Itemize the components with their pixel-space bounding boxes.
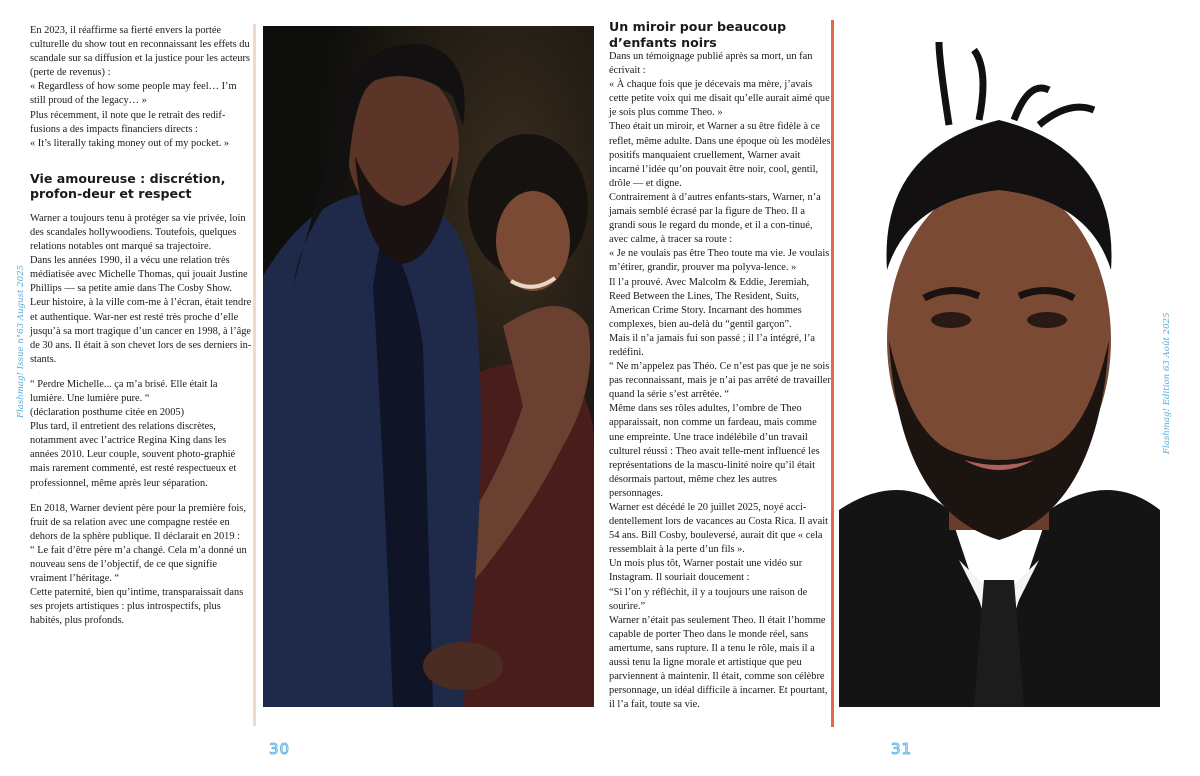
paragraph: Dans les années 1990, il a vécu une relation très médiatisée avec Michelle Thomas, qui jouait Justine Phillips — sa petite amie dans The Cosby Show. Leur histoire, à la ville com-me à l’écran, était tendre et authentique. War-ner est resté très proche d’elle jusqu’à sa mort tragique d’un cancer en 1998, à l’âge de 30 ans. Il était à son chevet lors de ses derniers in-stants. [30, 255, 252, 365]
quote: « À chaque fois que je décevais ma mère, j’avais cette petite voix qui me disait qu’elle aurait aimé que je sois plus comme Theo. » [609, 79, 830, 119]
quote: “Si l’on y réfléchit, il y a toujours une raison de sourire.” [609, 586, 808, 612]
spacer [30, 367, 252, 378]
accent-divider [831, 20, 834, 727]
paragraph: Theo était un miroir, et Warner a su être fidèle à ce reflet, même adulte. Dans une époque où les modèles positifs manquaient cruellement, Warner avait incarné l’idée qu’on pouvait être noir, cool, gentil, drôle — et digne. [609, 121, 831, 189]
paragraph: En 2018, Warner devient père pour la première fois, fruit de sa relation avec une compagne restée en dehors de la sphère publique. Il déclarait en 2019 : [30, 502, 246, 542]
left-text-column [30, 24, 252, 628]
paragraph: Un mois plus tôt, Warner postait une vidéo sur Instagram. Il souriait doucement : [609, 558, 803, 584]
right-text-column [609, 19, 831, 712]
citation: (déclaration posthume citée en 2005) [30, 407, 185, 419]
quote: “ Perdre Michelle... ça m’a brisé. Elle était la lumière. Une lumière pure. “ [30, 378, 218, 404]
section-heading: Vie amoureuse : discrétion, profon-deur et respect [30, 170, 226, 202]
paragraph: Cette paternité, bien qu’intime, transparaissait dans ses projets artistiques : plus introspectifs, plus habités, plus profonds. [30, 587, 244, 627]
paragraph: Même dans ses rôles adultes, l’ombre de Theo apparaissait, non comme un fardeau, mais comme une empreinte. Une trace indélébile d’un travail culturel réussi : Theo avait telle-ment influencé les représentations de la mascu-linité noire qu’il était désormais partout, même chez les autres personnages. [609, 403, 820, 499]
section-heading: Un miroir pour beaucoup d’enfants noirs [609, 19, 787, 50]
quote: “ Le fait d’être père m’a changé. Cela m’a donné un nouveau sens de l’objectif, de ce que signifie vraiment l’héritage. “ [30, 544, 247, 585]
paragraph: Il l’a prouvé. Avec Malcolm & Eddie, Jeremiah, Reed Between the Lines, The Resident, Suits, American Crime Story. Incarnant des hommes complexes, bien au-delà du “gentil garçon”. [609, 276, 810, 330]
quote: « It’s literally taking money out of my pocket. » [30, 137, 230, 149]
page-number: 30 [269, 740, 291, 758]
paragraph: Warner est décédé le 20 juillet 2025, noyé acci-dentellement lors de vacances au Costa Rica. Il avait 54 ans. Bill Cosby, bouleversé, aurait dit que « cela ressemblait à la perte d’un fils ». [609, 502, 828, 556]
quote: « Regardless of how some people may feel… I’m still proud of the legacy… » [30, 81, 237, 107]
paragraph: Plus tard, il entretient des relations discrètes, notamment avec l’actrice Regina King dans les années 2010. Leur couple, souvent photo-graphié mais rarement commenté, est resté respectueux et professionnel, même après leur séparation. [30, 421, 237, 489]
paragraph: Plus récemment, il note que le retrait des redif-fusions a des impacts financiers directs : [30, 109, 226, 135]
paragraph: Warner a toujours tenu à protéger sa vie privée, loin des scandales hollywoodiens. Toutefois, quelques relations notables ont marqué sa trajectoire. [30, 212, 246, 253]
portrait-photo [839, 40, 1160, 707]
paragraph: Contrairement à d’autres enfants-stars, Warner, n’a jamais semblé écrasé par la figure de Theo. Il a grandi sous le regard du monde, et il a con-tinué, avec calme, à tracer sa route : [609, 191, 821, 246]
side-caption: Flashmag! Edition 63 Août 2025 [1162, 312, 1172, 454]
side-caption: Flashmag! Issue n°63 August 2025 [16, 264, 26, 418]
quote: “ Ne m’appelez pas Théo. Ce n’est pas que je ne sois pas reconnaissant, mais je n’ai pas arrêté de travailler quand la série s’est arrêtée. “ [609, 361, 831, 401]
spacer [30, 491, 252, 502]
paragraph: En 2023, il réaffirme sa fierté envers la portée culturelle du show tout en reconnaissant les effets du scandale sur sa diffusion et la justice pour les acteurs (perte de revenus) : [30, 25, 250, 79]
paragraph: Mais il n’a jamais fui son passé ; il l’a intégré, l’a redéfini. [609, 332, 816, 358]
page-number: 31 [891, 740, 913, 758]
quote: « Je ne voulais pas être Theo toute ma vie. Je voulais m’étirer, grandir, prouver ma polyva-lence. » [609, 248, 830, 274]
couple-photo [263, 26, 594, 707]
couple-illustration [263, 26, 594, 707]
portrait-illustration [839, 40, 1160, 707]
paragraph: Dans un témoignage publié après sa mort, un fan écrivait : [609, 51, 813, 77]
paragraph: Warner n’était pas seulement Theo. Il était l’homme capable de porter Theo dans le monde réel, sans amertume, sans rupture. Il a tenu le rôle, mais il a aussi tenu la ligne morale et artistique que peu parviennent à maintenir. Il était, comme son célèbre personnage, un idéal difficile à incarner. Et pourtant, il l’a fait, toute sa vie. [609, 614, 828, 711]
column-divider [253, 24, 256, 726]
